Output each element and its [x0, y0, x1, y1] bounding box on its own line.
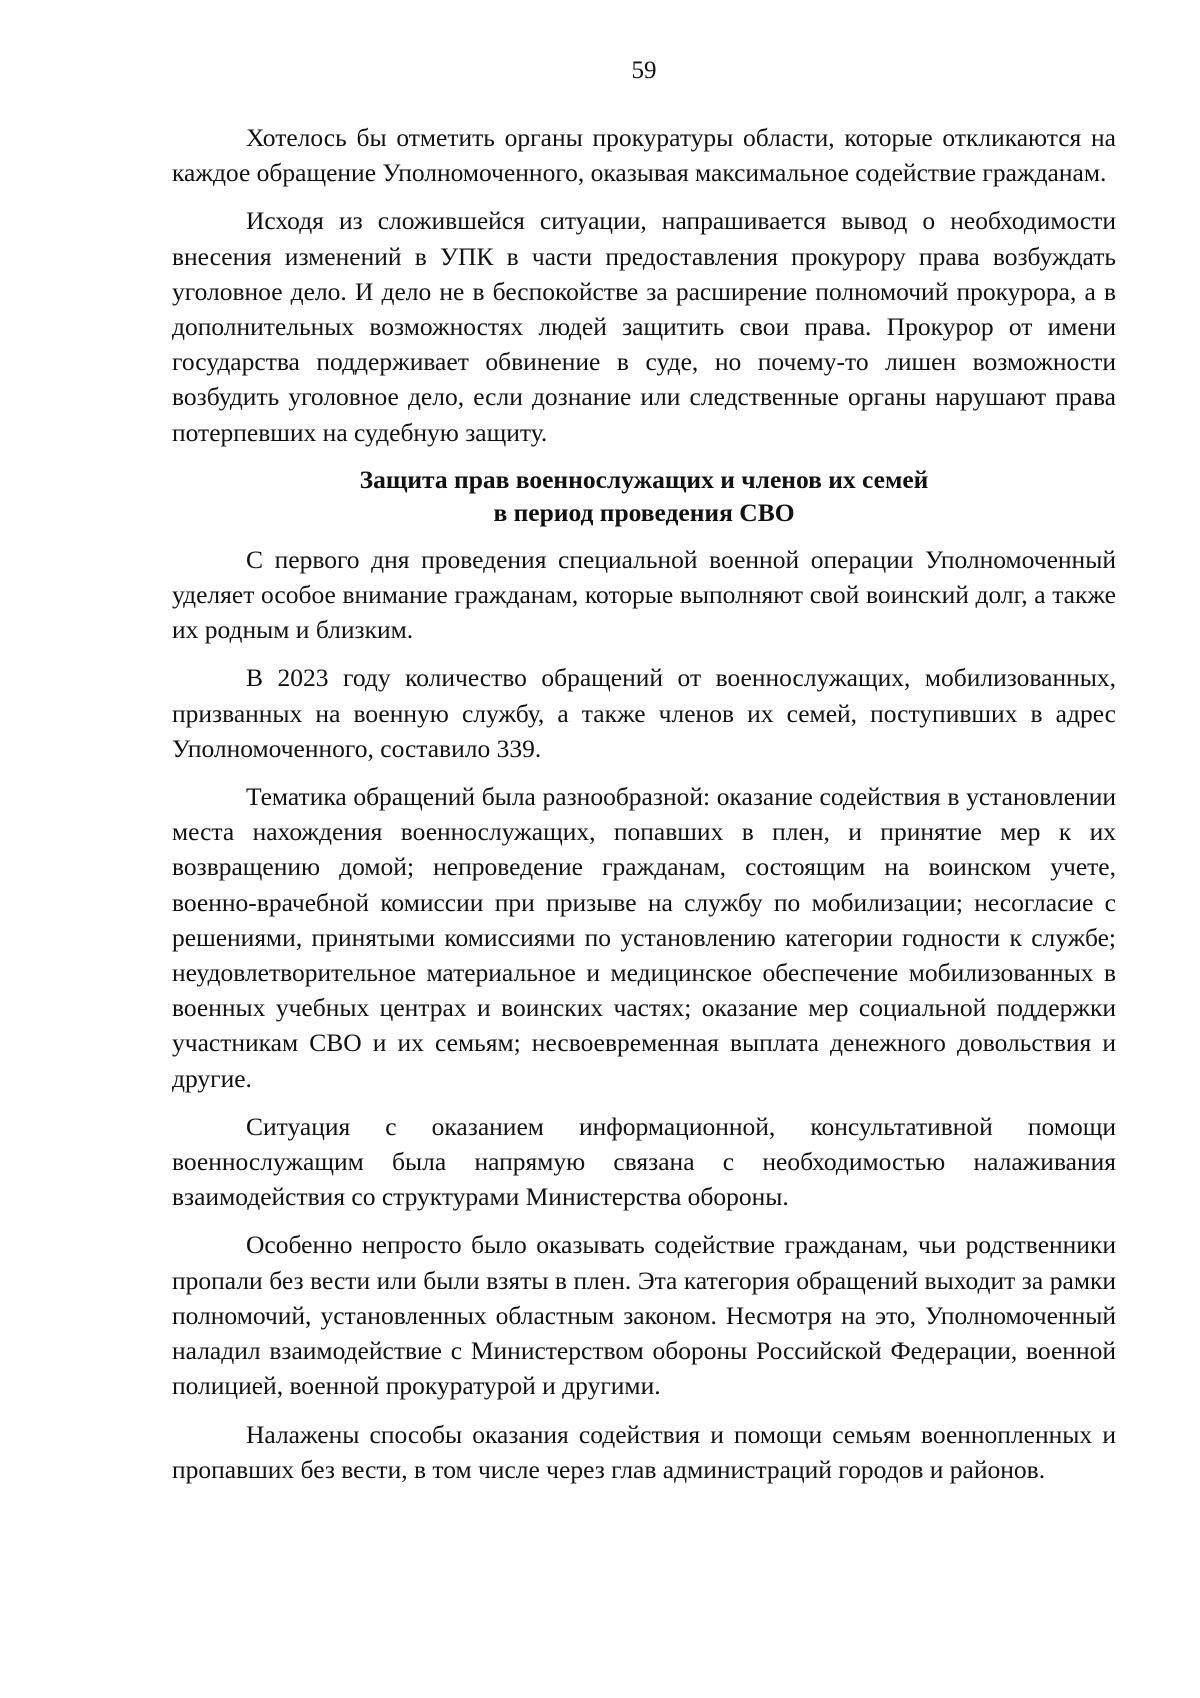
document-body: [172, 120, 1116, 1500]
paragraph-upk-conclusion: Исходя из сложившейся ситуации, напрашивается вывод о необходимости внесения изменений в УПК в части предоставления прокурору права возбуждать уголовное дело. И дело не в беспокойстве за расширение полномочий прокурора, а в дополнительных возможностях людей защитить свои права. Прокурор от имени государства поддерживает обвинение в суде, но почему-то лишен возможности возбудить уголовное дело, если дознание или следственные органы нарушают права потерпевших на судебную защиту.: [172, 206, 1116, 447]
paragraph-first-day: С первого дня проведения специальной военной операции Уполномоченный уделяет особое внимание гражданам, которые выполняют свой воинский долг, а также их родным и близким.: [172, 544, 1116, 645]
section-heading: [172, 463, 1116, 529]
paragraph-missing-relatives: Особенно непросто было оказывать содействие гражданам, чьи родственники пропали без вести или были взяты в плен. Эта категория обращений выходит за рамки полномочий, установленных областным законом. Несмотря на это, Уполномоченный наладил взаимодействие с Министерством обороны Российской Федерации, военной полицией, военной прокуратурой и другими.: [172, 1230, 1116, 1401]
paragraph-prosecutors: Хотелось бы отметить органы прокуратуры области, которые откликаются на каждое обращение Уполномоченного, оказывая максимальное содействие гражданам.: [172, 123, 1116, 188]
paragraph-assistance-methods: Налажены способы оказания содействия и помощи семьям военнопленных и пропавших без вести, в том числе через глав администраций городов и районов.: [172, 1419, 1116, 1484]
paragraph-ministry-interaction: Ситуация с оказанием информационной, консультативной помощи военнослужащим была напрямую связана с необходимостью налаживания взаимодействия со структурами Министерства обороны.: [172, 1111, 1116, 1212]
section-heading-line-1: Защита прав военнослужащих и членов их семей: [359, 464, 929, 494]
paragraph-appeals-count: В 2023 году количество обращений от военнослужащих, мобилизованных, призванных на военную службу, а также членов их семей, поступивших в адрес Уполномоченного, составило 339.: [172, 663, 1116, 763]
section-heading-line-2: в период проведения СВО: [493, 497, 795, 527]
paragraph-appeal-topics: Тематика обращений была разнообразной: оказание содействия в установлении места нахождения военнослужащих, попавших в плен, и принятие мер к их возвращению домой; непроведение гражданам, состоящим на воинском учете, военно-врачебной комиссии при призыве на службу по мобилизации; несогласие с решениями, принятыми комиссиями по установлению категории годности к службе; неудовлетворительное материальное и медицинское обеспечение мобилизованных в военных учебных центрах и воинских частях; оказание мер социальной поддержки участникам СВО и их семьям; несвоевременная выплата денежного довольствия и другие.: [172, 782, 1116, 1093]
page-number: 59: [631, 57, 657, 84]
